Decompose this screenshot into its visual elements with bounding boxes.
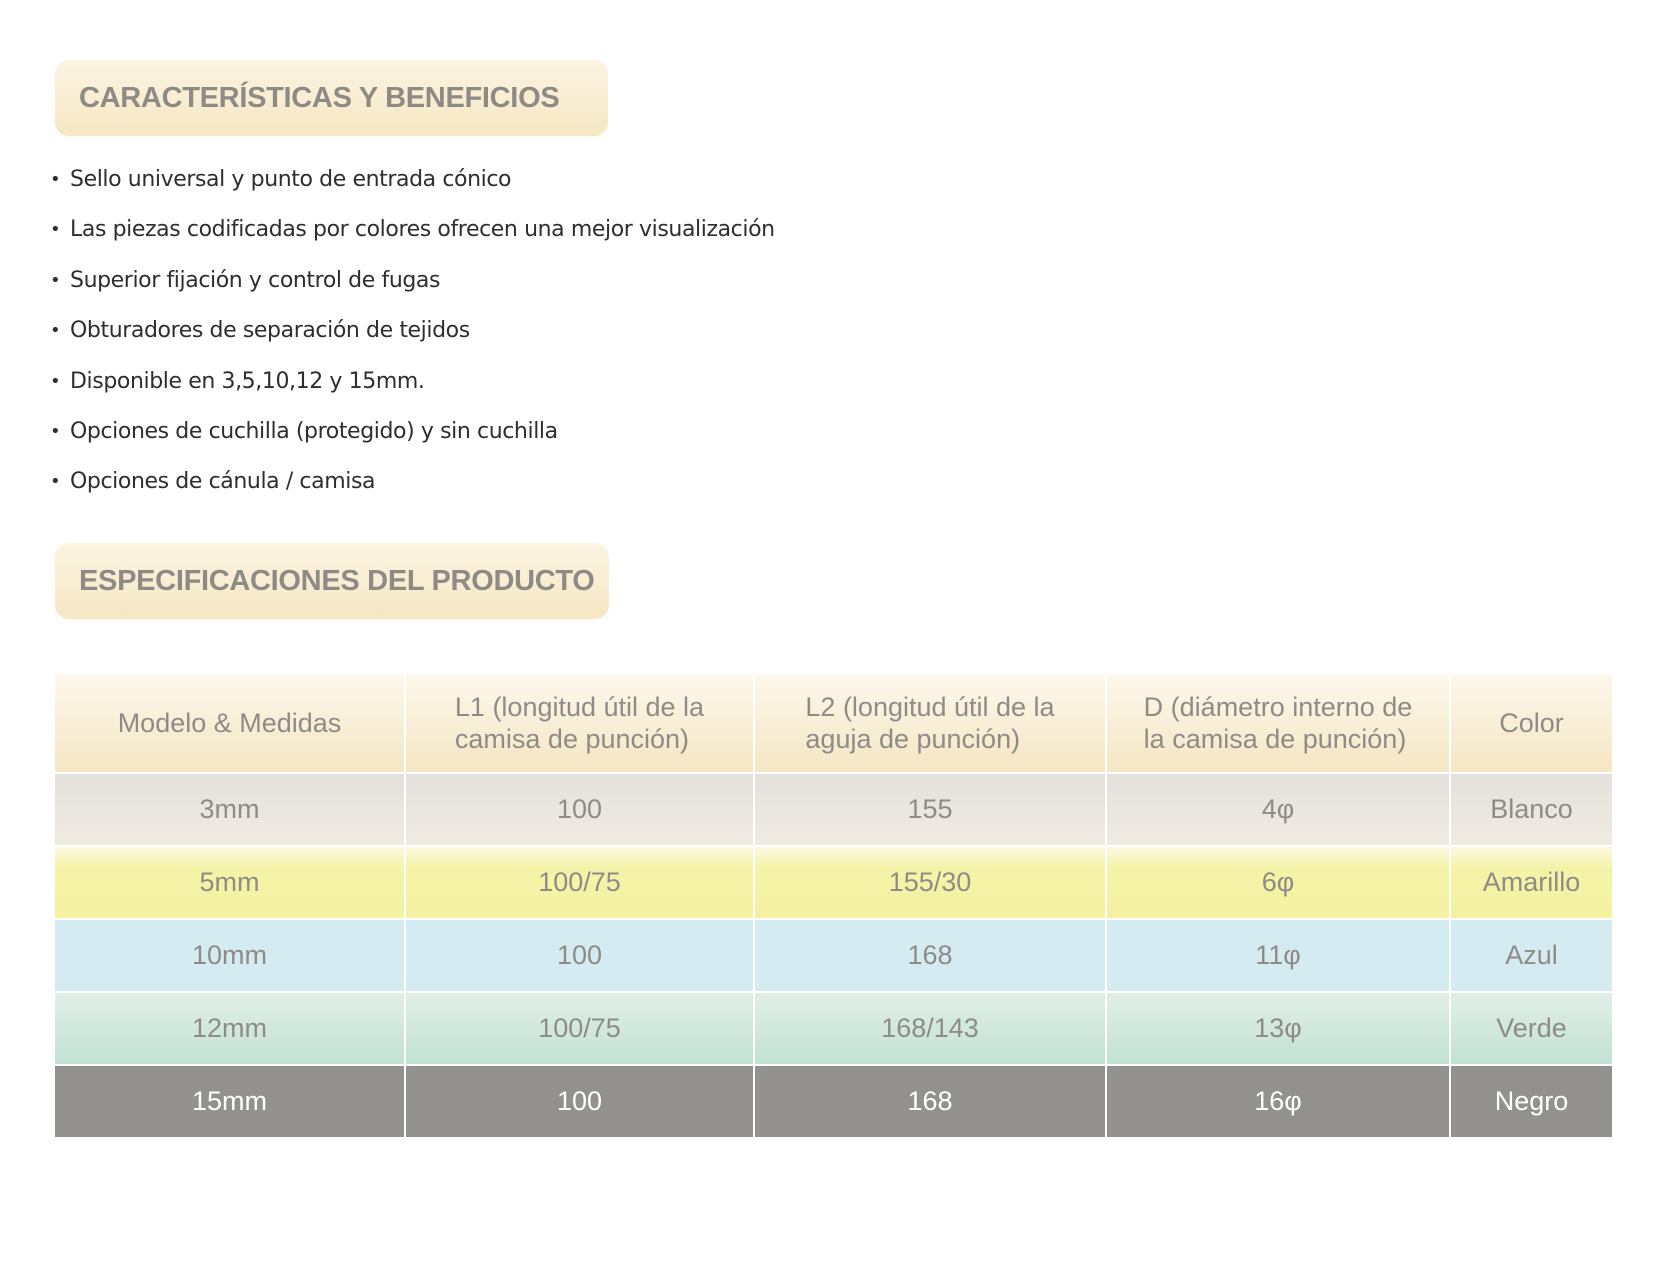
feature-text: Obturadores de separación de tejidos [70,318,470,344]
bullet-icon: • [50,219,61,241]
feature-text: Opciones de cánula / camisa [70,469,376,495]
feature-text: Sello universal y punto de entrada cónico [70,167,512,192]
header-color: Color [1450,674,1612,773]
specs-section-title: ESPECIFICACIONES DEL PRODUCTO [79,564,595,597]
header-model: Modelo & Medidas [55,674,405,773]
bullet-icon: • [50,471,61,493]
cell-l2: 168 [754,919,1106,992]
feature-text: Las piezas codificadas por colores ofrecen una mejor visualización [70,217,775,243]
table-header-row [55,674,1612,773]
header-l1: L1 (longitud útil de la camisa de punción) [405,674,754,773]
table-row [55,1065,1612,1137]
header-l2: L2 (longitud útil de la aguja de punción) [754,674,1106,773]
cell-l2: 168 [754,1065,1106,1137]
cell-model: 15mm [55,1065,405,1137]
feature-item [50,309,775,359]
bullet-icon: • [50,169,61,190]
cell-model: 12mm [55,992,405,1065]
table-row [55,773,1612,846]
feature-item [50,460,775,510]
features-section-header [55,60,608,136]
feature-item [50,410,775,460]
cell-l1: 100/75 [405,992,754,1065]
feature-item [50,158,775,208]
features-section-title: CARACTERÍSTICAS Y BENEFICIOS [79,81,560,114]
cell-model: 5mm [55,846,405,919]
specs-section-header [55,543,609,619]
bullet-icon: • [50,320,61,342]
bullet-icon: • [50,269,61,291]
specs-table [55,674,1612,1137]
header-d: D (diámetro interno de la camisa de punción) [1106,674,1450,773]
cell-color: Blanco [1450,773,1612,846]
feature-item [50,259,775,309]
cell-l1: 100 [405,1065,754,1137]
cell-l1: 100 [405,919,754,992]
cell-d: 4φ [1106,773,1450,846]
cell-d: 16φ [1106,1065,1450,1137]
table-row [55,919,1612,992]
table-row [55,846,1612,919]
table-row [55,992,1612,1065]
cell-color: Amarillo [1450,846,1612,919]
feature-text: Opciones de cuchilla (protegido) y sin cuchilla [70,418,558,444]
cell-color: Azul [1450,919,1612,992]
cell-model: 3mm [55,773,405,846]
cell-l1: 100/75 [405,846,754,919]
cell-l2: 155 [754,773,1106,846]
bullet-icon: • [50,420,61,442]
cell-l2: 168/143 [754,992,1106,1065]
cell-d: 13φ [1106,992,1450,1065]
bullet-icon: • [50,370,61,392]
cell-color: Negro [1450,1065,1612,1137]
features-list [50,158,775,511]
feature-text: Disponible en 3,5,10,12 y 15mm. [70,368,425,394]
cell-d: 6φ [1106,846,1450,919]
cell-model: 10mm [55,919,405,992]
feature-item [50,208,775,258]
cell-color: Verde [1450,992,1612,1065]
cell-d: 11φ [1106,919,1450,992]
cell-l2: 155/30 [754,846,1106,919]
cell-l1: 100 [405,773,754,846]
feature-text: Superior fijación y control de fugas [70,267,441,293]
feature-item [50,360,775,410]
